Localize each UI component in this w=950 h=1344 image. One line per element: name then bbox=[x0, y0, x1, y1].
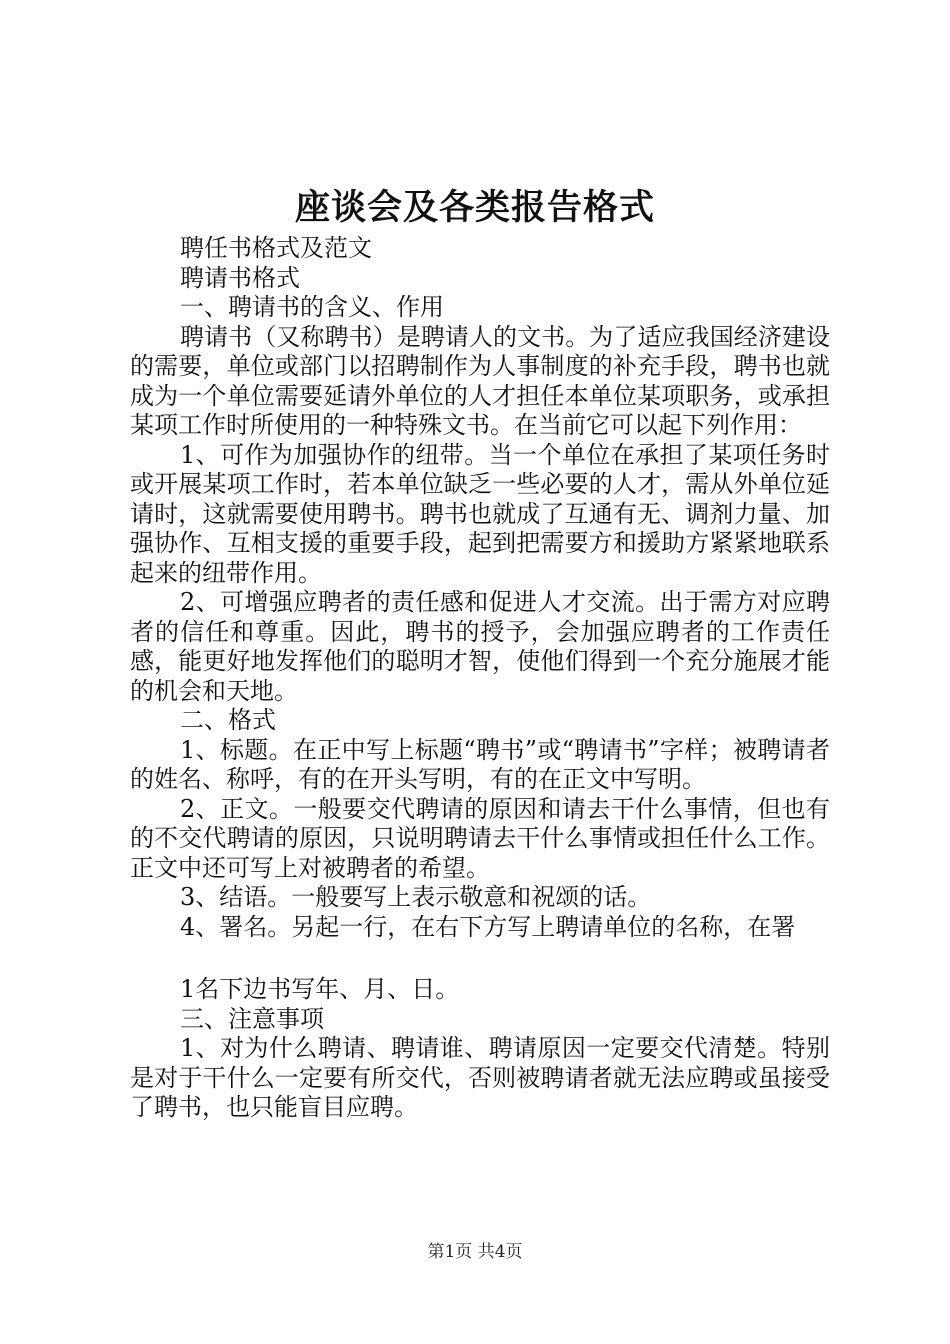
document-body bbox=[130, 234, 830, 1123]
paragraph-format-closing: 3、结语。一般要写上表示敬意和祝颂的话。 bbox=[180, 883, 652, 911]
paragraph-format-signature: 4、署名。另起一行，在右下方写上聘请单位的名称，在署 bbox=[180, 912, 796, 941]
page-number: 第1页 共4页 bbox=[427, 1242, 523, 1262]
section-heading-notes: 三、注意事项 bbox=[180, 1004, 324, 1033]
paragraph-format-body: 2、正文。一般要交代聘请的原因和请去干什么事情，但也有的不交代聘请的原因，只说明聘请去干什么事情或担任什么工作。正文中还可写上对被聘者的希望。 bbox=[130, 794, 830, 882]
paragraph-signature-continued: 1名下边书写年、月、日。 bbox=[180, 975, 460, 1003]
document-title: 座谈会及各类报告格式 bbox=[294, 188, 655, 228]
paragraph-point-2: 2、可增强应聘者的责任感和促进人才交流。出于需方对应聘者的信任和尊重。因此，聘书的授予，会加强应聘者的工作责任感，能更好地发挥他们的聪明才智，使他们得到一个充分施展才能的机会和天地。 bbox=[130, 588, 830, 705]
paragraph-definition: 聘请书（又称聘书）是聘请人的文书。为了适应我国经济建设的需要，单位或部门以招聘制作为人事制度的补充手段，聘书也就成为一个单位需要延请外单位的人才担任本单位某项职务，或承担某项工作时所使用的一种特殊文书。在当前它可以起下列作用： bbox=[130, 322, 830, 439]
paragraph-format-title: 1、标题。在正中写上标题“聘书”或“聘请书”字样；被聘请者的姓名、称呼，有的在开头写明，有的在正文中写明。 bbox=[130, 735, 830, 793]
section-heading-meaning: 一、聘请书的含义、作用 bbox=[180, 293, 444, 321]
heading-appointment-format: 聘任书格式及范文 bbox=[180, 234, 372, 262]
section-heading-format: 二、格式 bbox=[180, 706, 276, 734]
heading-invitation-format: 聘请书格式 bbox=[180, 263, 300, 292]
paragraph-note-1: 1、对为什么聘请、聘请谁、聘请原因一定要交代清楚。特别是对于干什么一定要有所交代，否则被聘请者就无法应聘或虽接受了聘书，也只能盲目应聘。 bbox=[130, 1034, 830, 1121]
paragraph-point-1: 1、可作为加强协作的纽带。当一个单位在承担了某项任务时或开展某项工作时，若本单位缺乏一些必要的人才，需从外单位延请时，这就需要使用聘书。聘书也就成了互通有无、调剂力量、加强协作、互相支援的重要手段，起到把需要方和援助方紧紧地联系起来的纽带作用。 bbox=[130, 440, 830, 587]
spacer bbox=[130, 942, 830, 975]
